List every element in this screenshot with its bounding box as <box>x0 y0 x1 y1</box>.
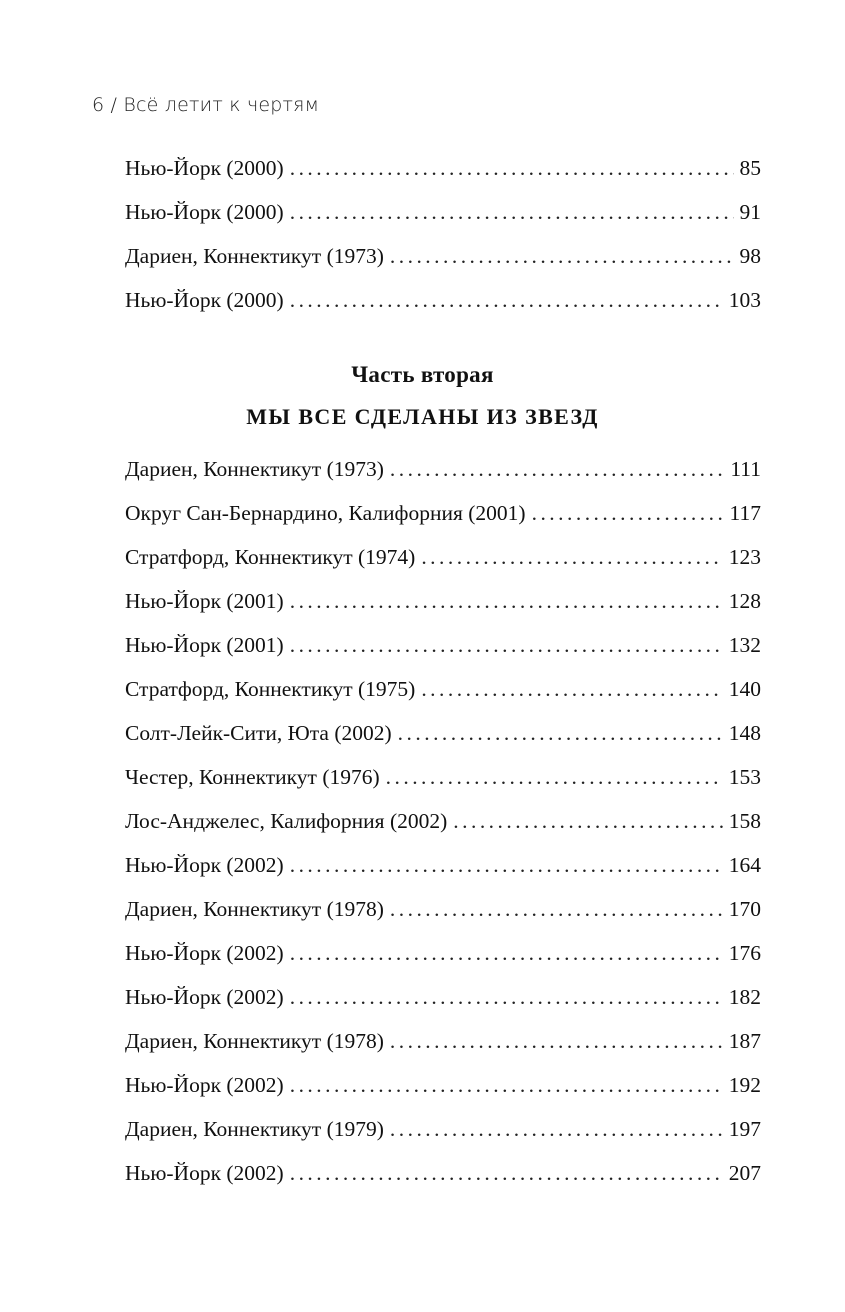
toc-entry-page: 148 <box>728 721 761 745</box>
toc-entry[interactable] <box>125 717 761 761</box>
part-title: МЫ ВСЕ СДЕЛАНЫ ИЗ ЗВЕЗД <box>246 404 599 429</box>
toc-entry-title: Нью-Йорк (2000) <box>125 200 284 224</box>
toc-entry-page: 182 <box>728 985 761 1009</box>
dot-leader <box>421 673 722 705</box>
toc-entry[interactable] <box>125 585 761 629</box>
toc-entry-title: Дариен, Коннектикут (1979) <box>125 1117 384 1141</box>
dot-leader <box>390 453 724 485</box>
toc-entry-title: Округ Сан-Бернардино, Калифорния (2001) <box>125 501 526 525</box>
toc-entry-title: Дариен, Коннектикут (1973) <box>125 244 384 268</box>
toc-entry[interactable] <box>125 1157 761 1201</box>
toc-entry-title: Дариен, Коннектикут (1978) <box>125 1029 384 1053</box>
toc-entry[interactable] <box>125 152 761 196</box>
dot-leader <box>532 497 724 529</box>
toc-entry-page: 128 <box>728 589 761 613</box>
toc-entry-title: Солт-Лейк-Сити, Юта (2002) <box>125 721 392 745</box>
toc-part-two <box>125 453 761 1201</box>
dot-leader <box>398 717 723 749</box>
toc-entry[interactable] <box>125 761 761 805</box>
toc-entry[interactable] <box>125 629 761 673</box>
dot-leader <box>390 1025 723 1057</box>
toc-entry[interactable] <box>125 937 761 981</box>
toc-entry-page: 123 <box>728 545 761 569</box>
toc-entry-page: 153 <box>728 765 761 789</box>
toc-entry-title: Нью-Йорк (2002) <box>125 985 284 1009</box>
dot-leader <box>290 629 723 661</box>
toc-entry-title: Дариен, Коннектикут (1973) <box>125 457 384 481</box>
dot-leader <box>290 585 723 617</box>
toc-entry-page: 91 <box>739 200 761 224</box>
toc-entry[interactable] <box>125 893 761 937</box>
dot-leader <box>290 152 734 184</box>
toc-entry[interactable] <box>125 1025 761 1069</box>
toc-entry-title: Нью-Йорк (2002) <box>125 1161 284 1185</box>
toc-entry-page: 103 <box>728 288 761 312</box>
part-label: Часть вторая <box>351 362 494 387</box>
dot-leader <box>390 240 734 272</box>
toc-entry[interactable] <box>125 284 761 328</box>
toc-entry-page: 132 <box>728 633 761 657</box>
dot-leader <box>421 541 722 573</box>
toc-entry-page: 207 <box>728 1161 761 1185</box>
toc-entry[interactable] <box>125 196 761 240</box>
toc-entry-title: Честер, Коннектикут (1976) <box>125 765 380 789</box>
dot-leader <box>390 1113 723 1145</box>
dot-leader <box>390 893 723 925</box>
toc-entry-page: 158 <box>728 809 761 833</box>
toc-entry[interactable] <box>125 673 761 717</box>
dot-leader <box>290 1069 723 1101</box>
toc-entry-page: 164 <box>728 853 761 877</box>
toc-entry[interactable] <box>125 1069 761 1113</box>
toc-entry-title: Стратфорд, Коннектикут (1974) <box>125 545 416 569</box>
dot-leader <box>290 849 723 881</box>
dot-leader <box>386 761 723 793</box>
dot-leader <box>290 196 734 228</box>
toc-entry[interactable] <box>125 1113 761 1157</box>
toc-entry-page: 176 <box>728 941 761 965</box>
toc-entry-title: Нью-Йорк (2000) <box>125 156 284 180</box>
toc-entry-page: 85 <box>739 156 761 180</box>
toc-entry[interactable] <box>125 541 761 585</box>
toc-entry-title: Нью-Йорк (2000) <box>125 288 284 312</box>
toc-entry-title: Нью-Йорк (2001) <box>125 633 284 657</box>
dot-leader <box>453 805 722 837</box>
running-head: 6 / Всё летит к чертям <box>92 94 320 116</box>
toc-entry-page: 98 <box>739 244 761 268</box>
dot-leader <box>290 284 723 316</box>
toc-entry[interactable] <box>125 981 761 1025</box>
toc-entry-page: 111 <box>730 457 761 481</box>
toc-entry-page: 197 <box>728 1117 761 1141</box>
toc-entry[interactable] <box>125 497 761 541</box>
toc-entry-page: 192 <box>728 1073 761 1097</box>
dot-leader <box>290 981 723 1013</box>
toc-entry[interactable] <box>125 849 761 893</box>
toc-entry-title: Дариен, Коннектикут (1978) <box>125 897 384 921</box>
toc-entry-title: Лос-Анджелес, Калифорния (2002) <box>125 809 448 833</box>
dot-leader <box>290 1157 723 1189</box>
toc-entry[interactable] <box>125 453 761 497</box>
toc-entry-title: Нью-Йорк (2001) <box>125 589 284 613</box>
toc-entry-page: 187 <box>728 1029 761 1053</box>
toc-entry-title: Стратфорд, Коннектикут (1975) <box>125 677 416 701</box>
toc-entry-page: 117 <box>729 501 761 525</box>
toc-entry-page: 140 <box>728 677 761 701</box>
dot-leader <box>290 937 723 969</box>
toc-part-one-tail <box>125 152 761 328</box>
toc-entry-title: Нью-Йорк (2002) <box>125 853 284 877</box>
toc-entry[interactable] <box>125 240 761 284</box>
toc-entry-page: 170 <box>728 897 761 921</box>
toc-entry[interactable] <box>125 805 761 849</box>
toc-entry-title: Нью-Йорк (2002) <box>125 1073 284 1097</box>
toc-entry-title: Нью-Йорк (2002) <box>125 941 284 965</box>
